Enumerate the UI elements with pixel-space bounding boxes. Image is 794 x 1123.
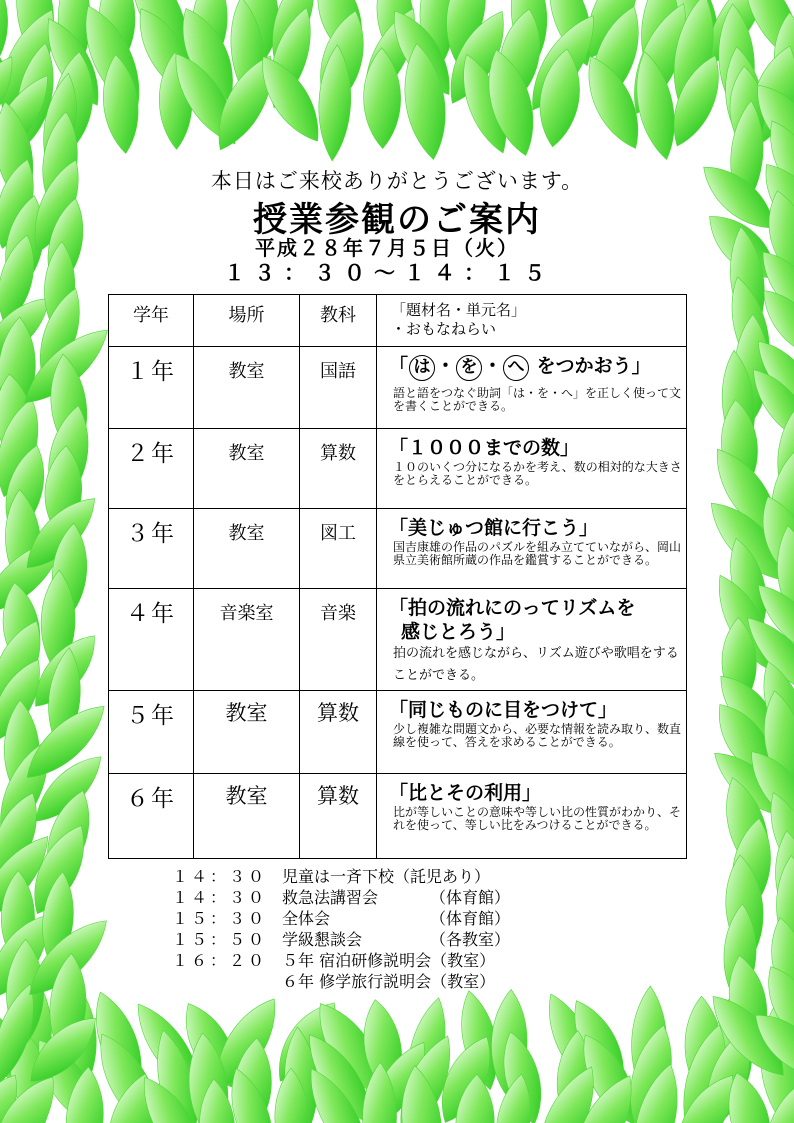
- list-item: [172, 908, 510, 929]
- grade-cell: ６年: [109, 774, 194, 859]
- note-time: １６：２０: [172, 951, 268, 970]
- table-row: [109, 509, 687, 589]
- lesson-aim: 拍の流れを感じながら、リズム遊びや歌唱をすることができる。: [393, 646, 679, 683]
- note-text: ６年 修学旅行説明会（教室）: [282, 972, 496, 991]
- header-note-title: 「題材名・単元名」: [391, 301, 527, 319]
- greeting-text: 本日はご来校ありがとうございます。: [210, 169, 584, 193]
- lesson-title: 「比とその利用」: [389, 782, 542, 804]
- title-dot: ・: [436, 355, 456, 377]
- circled-char: へ: [503, 355, 529, 381]
- table-row: [109, 429, 687, 509]
- content-cell: [377, 509, 687, 589]
- title-bracket: 「: [389, 355, 409, 377]
- content-cell: [377, 774, 687, 859]
- subject-cell: 図工: [300, 509, 377, 589]
- subject-cell: 算数: [300, 429, 377, 509]
- note-time: １４：３０: [172, 888, 268, 907]
- table-row: [109, 589, 687, 691]
- content-cell: [377, 347, 687, 429]
- event-time: １３：３０～１４：１５: [224, 261, 554, 285]
- place-cell: 教室: [194, 509, 300, 589]
- note-text: 学級懇談会: [282, 930, 363, 949]
- lesson-aim: 語と語をつなぐ助詞「は・を・へ」を正しく使って文を書くことができる。: [393, 386, 682, 413]
- subject-cell: 算数: [300, 774, 377, 859]
- title-dot: ・: [483, 355, 503, 377]
- place-cell: 教室: [194, 691, 300, 774]
- event-date: 平成２８年７月５日（火）: [255, 236, 519, 260]
- note-text: 児童は一斉下校（託児あり）: [282, 867, 491, 886]
- lesson-aim: 国吉康雄の作品のパズルを組み立てていながら、岡山県立美術館所蔵の作品を鑑賞することができる。: [393, 540, 682, 567]
- list-item: [172, 929, 510, 950]
- circled-char: は: [409, 355, 435, 381]
- subject-cell: 音楽: [300, 589, 377, 691]
- lesson-title: 「美じゅつ館に行こう」: [389, 517, 599, 539]
- grade-cell: ３年: [109, 509, 194, 589]
- content-cell: [377, 589, 687, 691]
- lesson-title: 「同じものに目をつけて」: [389, 699, 618, 721]
- lesson-title: [389, 353, 682, 381]
- schedule-table: [108, 294, 687, 859]
- grade-cell: ４年: [109, 589, 194, 691]
- list-item: [172, 887, 510, 908]
- header-notes: [377, 295, 687, 347]
- note-text: ５年 宿泊研修説明会（教室）: [282, 951, 496, 970]
- place-cell: 教室: [194, 429, 300, 509]
- grade-cell: ５年: [109, 691, 194, 774]
- content-cell: [377, 429, 687, 509]
- note-text: 救急法講習会: [282, 888, 379, 907]
- place-cell: 教室: [194, 347, 300, 429]
- lesson-aim: 少し複雑な問題文から、必要な情報を読み取り、数直線を使って、答えを求めることができる。: [393, 722, 682, 749]
- note-time: １４：３０: [172, 867, 268, 886]
- title-rest: をつかおう」: [530, 355, 651, 377]
- list-item: [172, 866, 510, 887]
- list-item: [172, 950, 510, 971]
- content-cell: [377, 691, 687, 774]
- table-row: [109, 347, 687, 429]
- list-item: [172, 971, 510, 992]
- header-place: 場所: [194, 295, 300, 347]
- grade-cell: ２年: [109, 429, 194, 509]
- table-row: [109, 691, 687, 774]
- note-time: １５：３０: [172, 909, 268, 928]
- after-schedule-list: [172, 866, 510, 992]
- note-text: 全体会: [282, 909, 331, 928]
- note-place: （体育館）: [430, 909, 511, 928]
- page-title: 授業参観のご案内: [253, 200, 541, 240]
- lesson-title: 「拍の流れにのってリズムを: [389, 597, 636, 619]
- note-place: （体育館）: [430, 888, 511, 907]
- note-time: １５：５０: [172, 930, 268, 949]
- lesson-title-cont: 感じとろう」: [401, 621, 516, 643]
- lesson-aim: 比が等しいことの意味や等しい比の性質がわかり、それを使って、等しい比をみつけることができる。: [393, 805, 682, 832]
- header-grade: 学年: [109, 295, 194, 347]
- subject-cell: 国語: [300, 347, 377, 429]
- lesson-aim: １０のいくつ分になるかを考え、数の相対的な大きさをとらえることができる。: [393, 460, 682, 487]
- table-header-row: [109, 295, 687, 347]
- header-subject: 教科: [300, 295, 377, 347]
- place-cell: 教室: [194, 774, 300, 859]
- place-cell: 音楽室: [194, 589, 300, 691]
- subject-cell: 算数: [300, 691, 377, 774]
- lesson-title: 「１０００までの数」: [389, 437, 580, 459]
- note-place: （各教室）: [430, 930, 511, 949]
- header-note-aim: ・おもなねらい: [391, 320, 497, 338]
- note-time: [172, 971, 282, 992]
- grade-cell: １年: [109, 347, 194, 429]
- table-row: [109, 774, 687, 859]
- circled-char: を: [456, 355, 482, 381]
